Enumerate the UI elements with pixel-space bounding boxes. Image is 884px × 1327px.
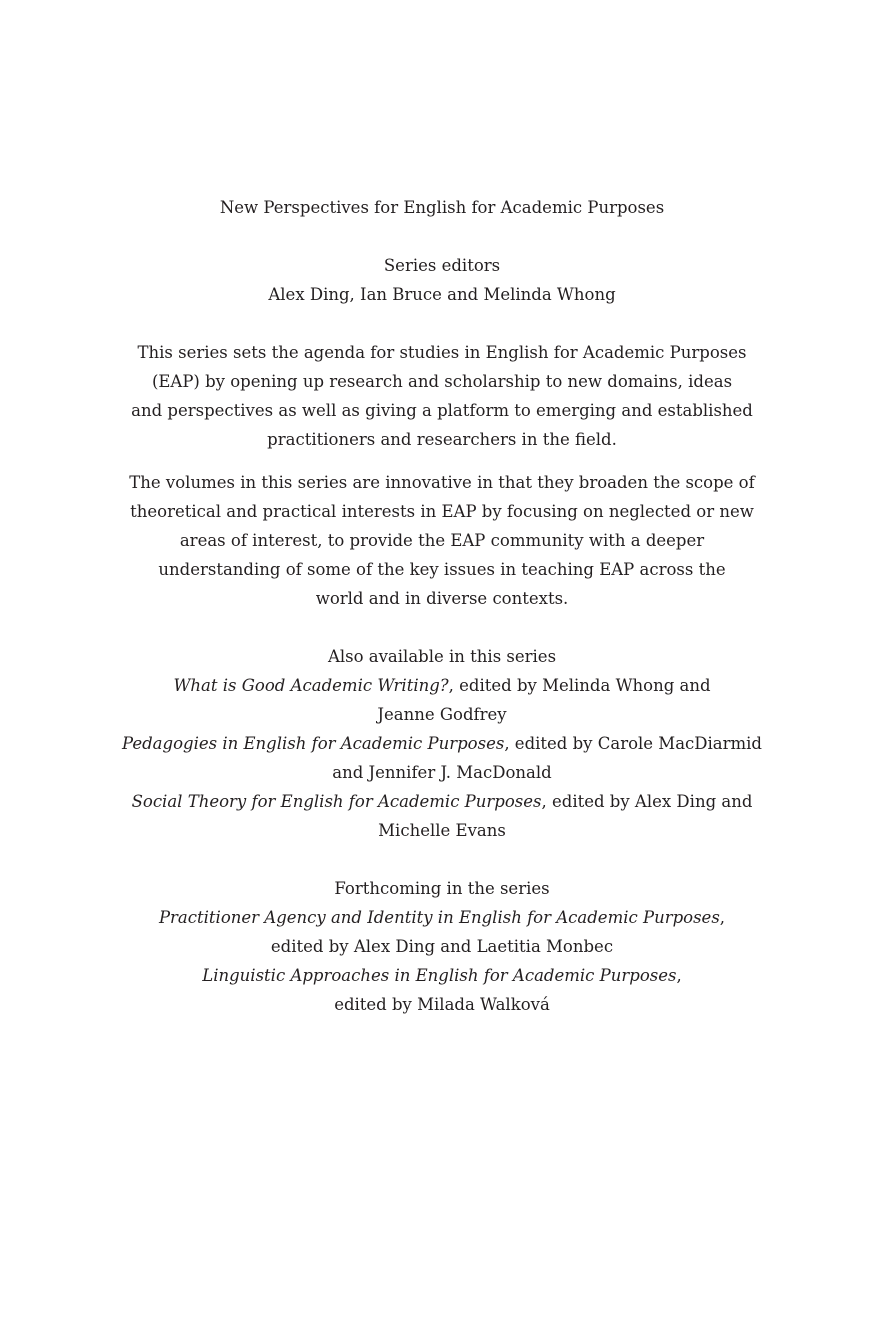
forthcoming-heading: Forthcoming in the series (334, 879, 550, 898)
description-line: This series sets the agenda for studies in English for Academic Purposes (137, 343, 747, 362)
book-title: What is Good Academic Writing? (173, 676, 449, 695)
series-title-block (120, 193, 764, 222)
series-editors-heading: Series editors (383, 256, 501, 275)
series-editors-names: Alex Ding, Ian Bruce and Melinda Whong (268, 285, 616, 304)
book-editors-continued: Jeanne Godfrey (377, 705, 507, 724)
book-entry (120, 787, 764, 816)
description-line: (EAP) by opening up research and scholarship to new domains, ideas (151, 372, 733, 391)
description-line: The volumes in this series are innovative in that they broaden the scope of (129, 473, 755, 492)
book-title: Social Theory for English for Academic Purposes (131, 792, 542, 811)
book-editors: , edited by Melinda Whong and (448, 676, 711, 695)
description-line: and perspectives as well as giving a platform to emerging and established (131, 401, 753, 420)
series-editors-block (120, 251, 764, 309)
series-description-paragraph-2 (120, 468, 764, 613)
also-available-section (120, 642, 764, 845)
book-title: Practitioner Agency and Identity in English for Academic Purposes (158, 908, 720, 927)
forthcoming-section (120, 874, 764, 1019)
book-editors-continued: and Jennifer J. MacDonald (332, 763, 552, 782)
book-editors-continued: Michelle Evans (378, 821, 506, 840)
description-line: understanding of some of the key issues in teaching EAP across the (158, 560, 726, 579)
book-editors: , edited by Alex Ding and (541, 792, 753, 811)
description-line: theoretical and practical interests in EAP by focusing on neglected or new (130, 502, 754, 521)
book-title: Pedagogies in English for Academic Purposes (121, 734, 505, 753)
book-title: Linguistic Approaches in English for Academic Purposes (202, 966, 677, 985)
description-line: areas of interest, to provide the EAP community with a deeper (179, 531, 705, 550)
forthcoming-book-title-line (120, 961, 764, 990)
series-title: New Perspectives for English for Academic Purposes (219, 198, 665, 217)
description-line: world and in diverse contexts. (315, 589, 569, 608)
book-editors: edited by Milada Walková (334, 995, 550, 1014)
description-line: practitioners and researchers in the field. (267, 430, 617, 449)
title-suffix: , (676, 966, 682, 985)
title-suffix: , (719, 908, 726, 927)
book-entry (120, 729, 764, 758)
book-entry (120, 671, 764, 700)
also-available-heading: Also available in this series (327, 647, 557, 666)
book-editors: edited by Alex Ding and Laetitia Monbec (270, 937, 614, 956)
forthcoming-book-title-line (120, 903, 764, 932)
book-editors: , edited by Carole MacDiarmid (504, 734, 762, 753)
series-description-paragraph-1 (120, 338, 764, 454)
